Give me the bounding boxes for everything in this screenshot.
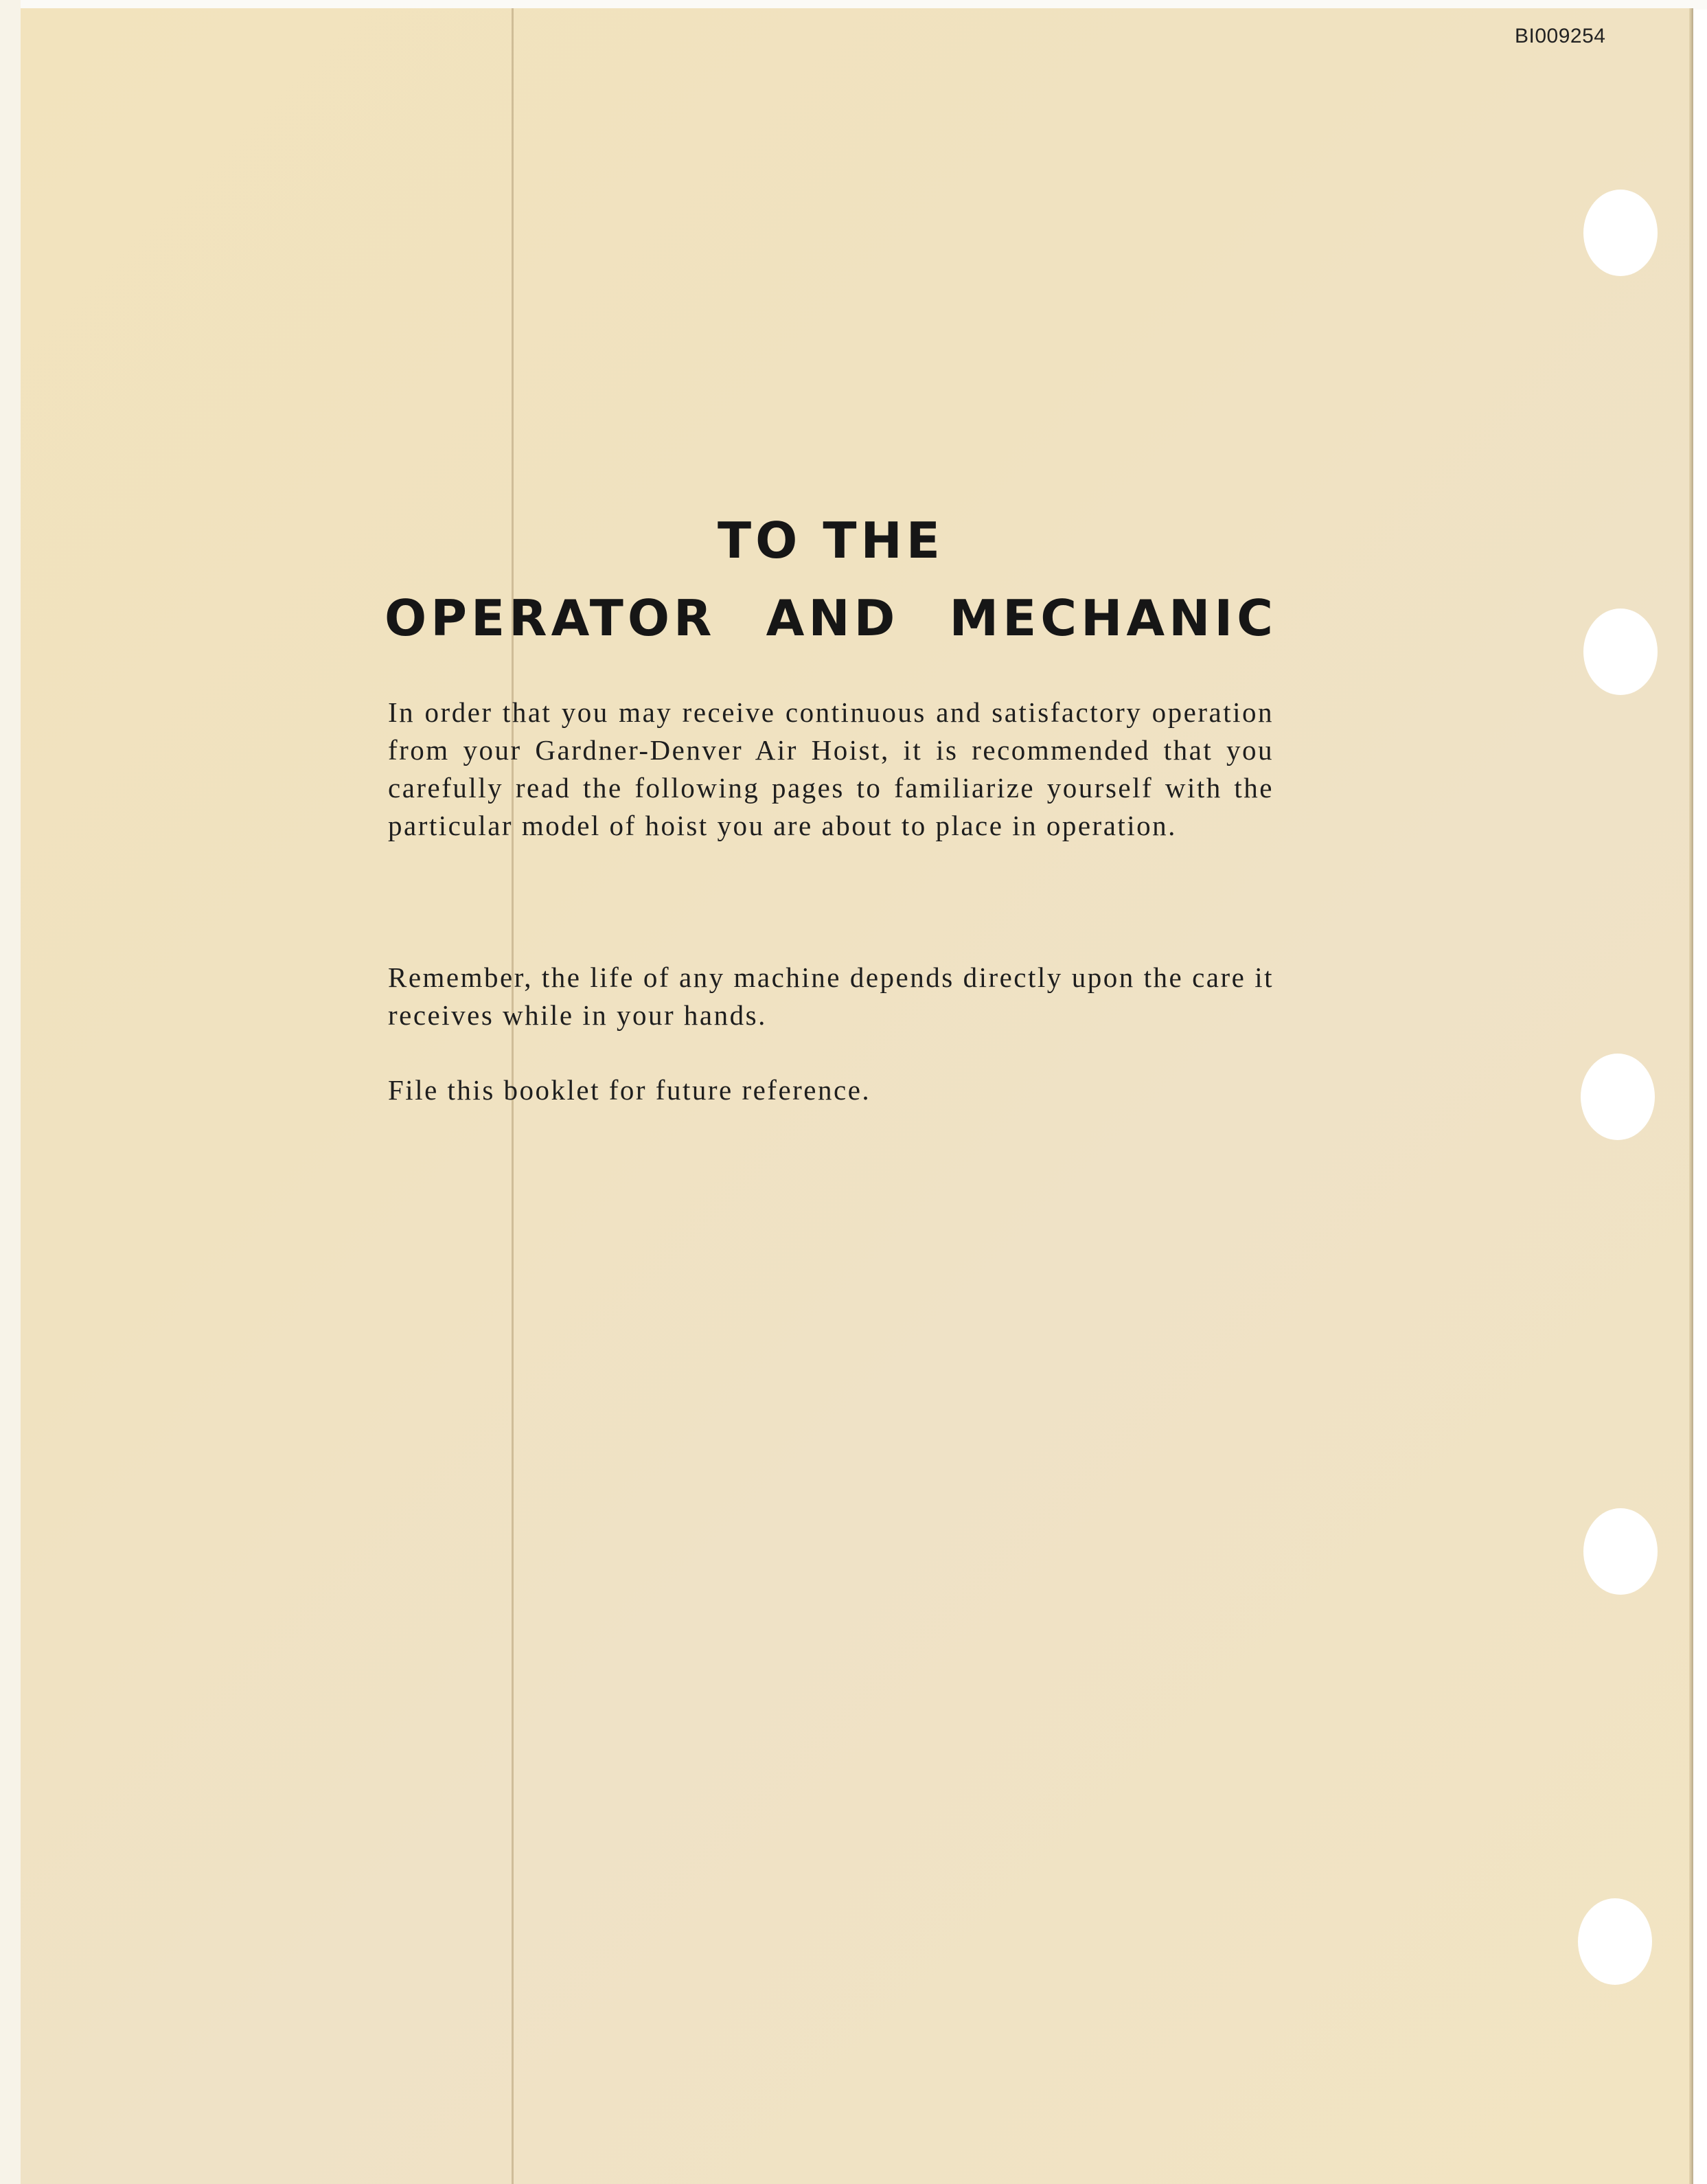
- page-right-edge: [1689, 8, 1693, 2184]
- intro-paragraph: In order that you may receive continuous and satisfactory operation from your Gardner-Denver Air Hoist, it is recommended that you carefully read the following pages to familiarize yourself with the particular model of hoist you are about to place in operation.: [388, 696, 1274, 841]
- scan-margin-left: [0, 0, 21, 2184]
- heading-line-2: OPERATOR AND MECHANIC: [385, 589, 1277, 647]
- care-paragraph: Remember, the life of any machine depends directly upon the care it receives while in your hands.: [388, 962, 1274, 1031]
- document-id-label: BI009254: [1515, 25, 1606, 47]
- binder-hole-icon: [1583, 1508, 1658, 1595]
- heading-line-1: TO THE: [718, 512, 944, 569]
- binder-hole-icon: [1583, 608, 1658, 695]
- file-reference-paragraph: File this booklet for future reference.: [388, 1074, 871, 1106]
- binder-hole-icon: [1581, 1054, 1655, 1140]
- binder-hole-icon: [1578, 1898, 1652, 1985]
- binder-hole-icon: [1583, 190, 1658, 276]
